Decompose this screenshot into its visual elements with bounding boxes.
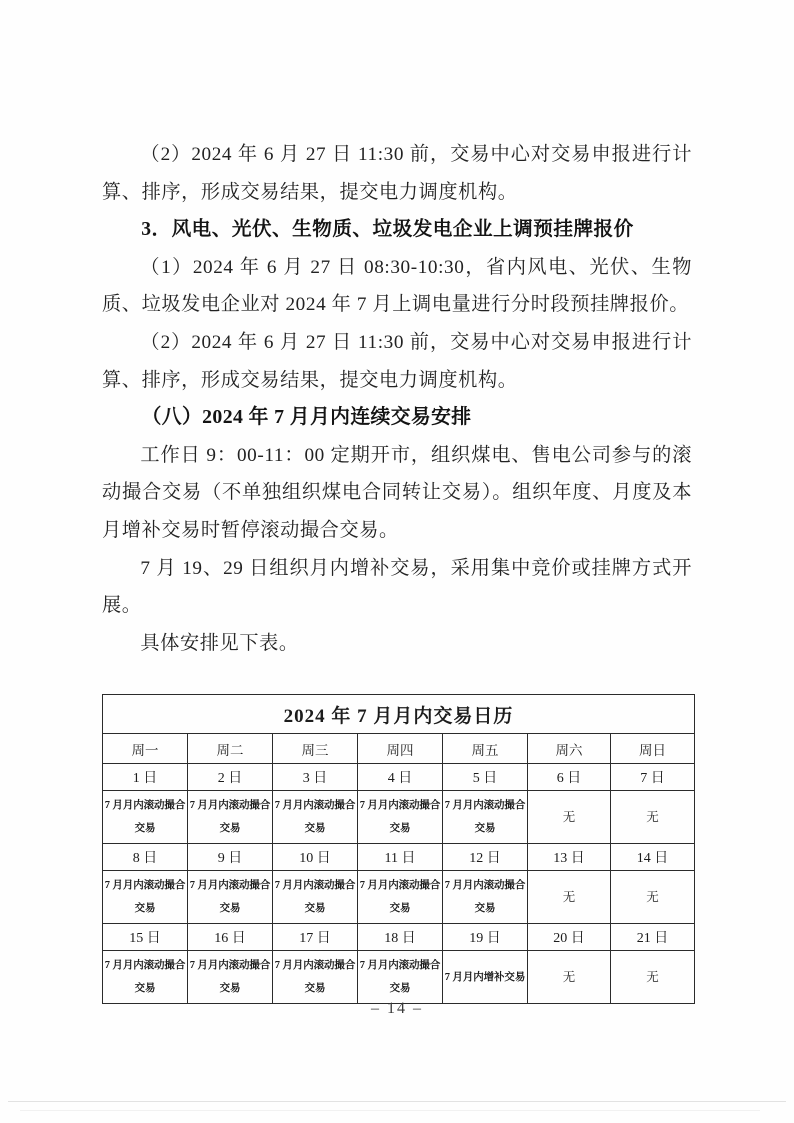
folio-dash-left: – [371, 1000, 381, 1017]
event-cell [103, 791, 188, 844]
table-row-events-week3 [103, 951, 695, 1004]
event-text: 7 月月内滚动撮合交易 [189, 960, 271, 994]
event-text: 7 月月内滚动撮合交易 [189, 880, 271, 914]
day-cell: 18 日 [358, 924, 443, 951]
day-cell: 2 日 [188, 764, 273, 791]
day-cell: 16 日 [188, 924, 273, 951]
event-text: 无 [646, 969, 659, 984]
event-text: 无 [562, 889, 576, 904]
weekday-header-wed: 周三 [273, 734, 358, 764]
event-text: 7 月月内滚动撮合交易 [359, 960, 441, 994]
table-row-events-week1 [103, 791, 695, 844]
table-row-weekdays [103, 734, 695, 764]
folio-dash-right: – [413, 1000, 423, 1017]
paragraph-8-2: 7 月 19、29 日组织月内增补交易，采用集中竞价或挂牌方式开展。 [102, 557, 692, 617]
day-cell: 15 日 [103, 924, 188, 951]
table-row-days-week1 [103, 764, 695, 791]
event-text: 7 月月内滚动撮合交易 [274, 960, 356, 994]
day-cell: 20 日 [528, 924, 611, 951]
trading-calendar-table [102, 694, 695, 1004]
event-cell [443, 871, 528, 924]
event-cell [273, 871, 358, 924]
event-cell [358, 791, 443, 844]
event-text: 7 月月内滚动撮合交易 [189, 800, 271, 834]
day-cell: 1 日 [103, 764, 188, 791]
table-row-days-week2 [103, 844, 695, 871]
event-text: 7 月月内滚动撮合交易 [104, 880, 186, 914]
event-text: 无 [646, 809, 659, 824]
day-cell: 13 日 [528, 844, 611, 871]
event-text: 7 月月内滚动撮合交易 [359, 800, 441, 834]
event-text: 无 [562, 809, 576, 824]
paragraph-8-3: 具体安排见下表。 [140, 632, 299, 654]
event-cell [358, 951, 443, 1004]
event-cell [611, 791, 695, 844]
event-text: 7 月月内滚动撮合交易 [274, 880, 356, 914]
event-text: 7 月月内滚动撮合交易 [444, 800, 526, 834]
day-cell: 21 日 [611, 924, 695, 951]
weekday-header-fri: 周五 [443, 734, 528, 764]
calendar-table-wrapper [102, 694, 694, 1004]
event-text: 7 月月内滚动撮合交易 [444, 880, 526, 914]
event-cell [188, 791, 273, 844]
event-cell [358, 871, 443, 924]
paragraph-3-1: （1）2024 年 6 月 27 日 08:30-10:30，省内风电、光伏、生物质、垃圾发电企业对 2024 年 7 月上调电量进行分时段预挂牌报价。 [102, 256, 692, 316]
event-cell [273, 951, 358, 1004]
event-cell [443, 951, 528, 1004]
scan-artifact-line-secondary [20, 1110, 760, 1111]
page-folio [0, 1000, 794, 1018]
day-cell: 19 日 [443, 924, 528, 951]
event-text: 7 月月内滚动撮合交易 [104, 960, 186, 994]
weekday-header-thu: 周四 [358, 734, 443, 764]
day-cell: 14 日 [611, 844, 695, 871]
paragraph-2-1: （2）2024 年 6 月 27 日 11:30 前，交易中心对交易申报进行计算、排序，形成交易结果，提交电力调度机构。 [102, 144, 692, 203]
table-row-events-week2 [103, 871, 695, 924]
weekday-header-sat: 周六 [528, 734, 611, 764]
table-row-title [103, 695, 695, 734]
event-cell [611, 871, 695, 924]
day-cell: 11 日 [358, 844, 443, 871]
weekday-header-sun: 周日 [611, 734, 695, 764]
event-text: 7 月月内滚动撮合交易 [274, 800, 356, 834]
table-row-days-week3 [103, 924, 695, 951]
event-text: 无 [562, 969, 576, 984]
event-cell [528, 791, 611, 844]
day-cell: 9 日 [188, 844, 273, 871]
event-text: 无 [646, 889, 659, 904]
weekday-header-tue: 周二 [188, 734, 273, 764]
event-cell [188, 871, 273, 924]
event-cell [528, 951, 611, 1004]
day-cell: 4 日 [358, 764, 443, 791]
day-cell: 5 日 [443, 764, 528, 791]
heading-section-8: （八）2024 年 7 月月内连续交易安排 [141, 406, 472, 429]
paragraph-3-2: （2）2024 年 6 月 27 日 11:30 前，交易中心对交易申报进行计算、排序，形成交易结果，提交电力调度机构。 [102, 331, 692, 391]
day-cell: 6 日 [528, 764, 611, 791]
event-cell [273, 791, 358, 844]
event-cell [103, 951, 188, 1004]
page-number: 14 [387, 1000, 407, 1017]
event-cell [443, 791, 528, 844]
day-cell: 3 日 [273, 764, 358, 791]
scan-artifact-line [8, 1101, 786, 1102]
weekday-header-mon: 周一 [103, 734, 188, 764]
event-text: 7 月月内滚动撮合交易 [104, 800, 186, 834]
event-text: 7 月月内滚动撮合交易 [359, 880, 441, 914]
day-cell: 10 日 [273, 844, 358, 871]
event-cell [103, 871, 188, 924]
event-cell [611, 951, 695, 1004]
heading-item-3: 3．风电、光伏、生物质、垃圾发电企业上调预挂牌报价 [141, 219, 634, 241]
event-cell [528, 871, 611, 924]
event-text: 7 月月内增补交易 [444, 971, 526, 983]
event-cell [188, 951, 273, 1004]
day-cell: 7 日 [611, 764, 695, 791]
day-cell: 17 日 [273, 924, 358, 951]
day-cell: 8 日 [103, 844, 188, 871]
body-text-column [102, 136, 692, 662]
paragraph-8-1: 工作日 9：00-11：00 定期开市，组织煤电、售电公司参与的滚动撮合交易（不单独组织煤电合同转让交易）。组织年度、月度及本月增补交易时暂停滚动撮合交易。 [102, 444, 692, 541]
day-cell: 12 日 [443, 844, 528, 871]
calendar-title: 2024 年 7 月月内交易日历 [103, 695, 695, 734]
